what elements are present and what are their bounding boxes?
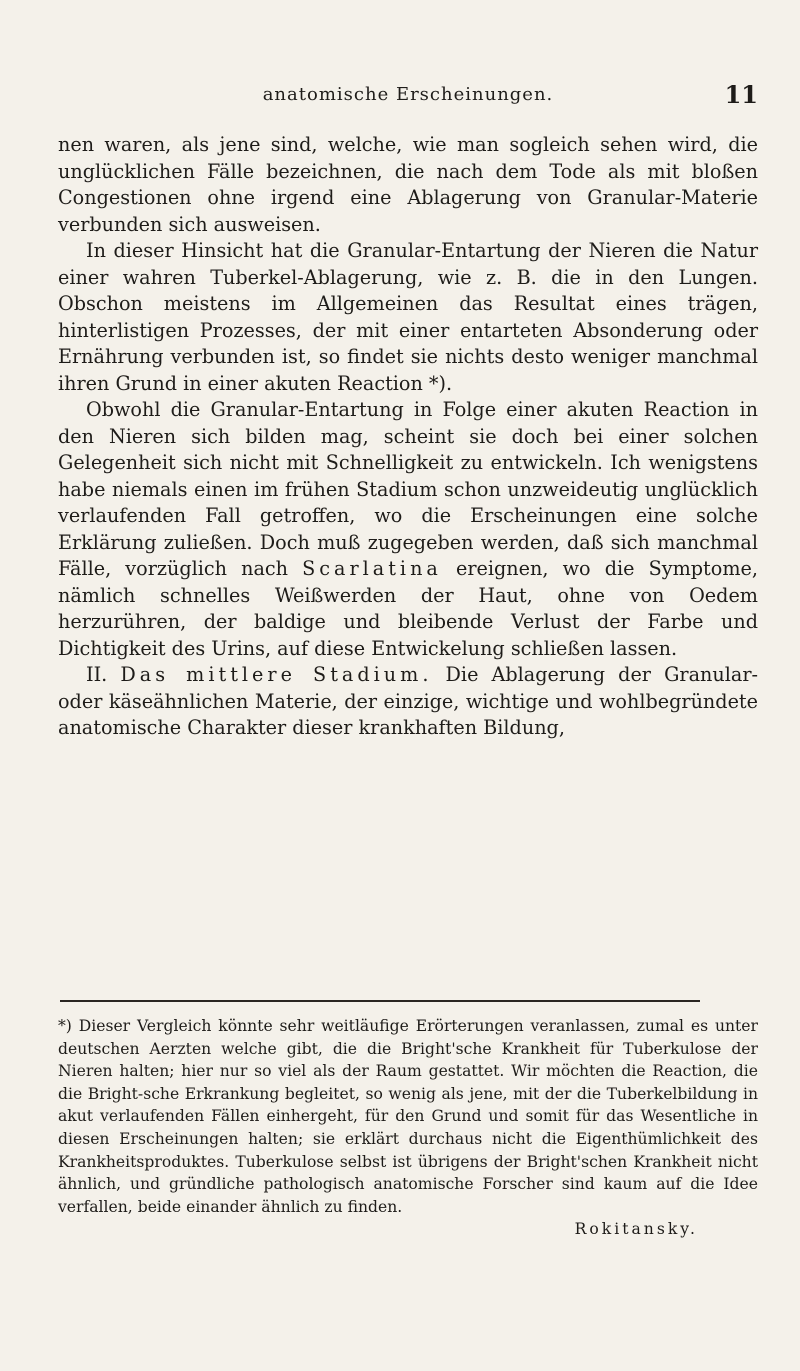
footnote-signature: Rokitansky. [574,1220,698,1239]
footnote [58,1015,758,1241]
footnote-marker: *) [58,1017,72,1035]
section-number: II. [86,663,108,686]
footnote-text: Dieser Vergleich könnte sehr weitläufige Erörterungen veranlassen, zumal es unter deutschen Aerzten welche gibt, die die Bright'sche Krankheit für Tuberkulose der Nieren halten; hier nur so viel als der Raum gestattet. Wir möchten die Reaction, die die Bright-sche Erkrankung begleitet, so wenig als jene, mit der die Tuberkelbildung in akut verlaufenden Fällen einhergeht, für den Grund und somit für das Wesentliche in diesen Erscheinungen halten; sie erklärt durchaus nicht die Eigenthümlichkeit des Krankheitsproduktes. Tuberkulose selbst ist übrigens der Bright'schen Krankheit nicht ähnlich, und gründliche pathologisch anatomische Forscher sind kaum auf die Idee verfallen, beide einander ähnlich zu finden. [58,1017,758,1216]
paragraph-1: nen waren, als jene sind, welche, wie man sogleich sehen wird, die unglücklichen Fälle bezeichnen, die nach dem Tode als mit bloßen Congestionen ohne irgend eine Ablagerung von Granular-Materie verbunden sich ausweisen. [58,133,758,236]
footnote-divider [60,1000,700,1002]
footnote-body [58,1015,758,1218]
paragraph-4 [58,662,758,742]
paragraph-3-part-b: ereignen, wo die Symptome, nämlich schnelles Weißwerden der Haut, ohne von Oedem herzurühren, der baldige und bleibende Verlust der Farbe und Dichtigkeit des Urins, auf diese Entwickelung schließen lassen. [58,557,758,660]
paragraph-2: In dieser Hinsicht hat die Granular-Entartung der Nieren die Natur einer wahren Tuberkel-Ablagerung, wie z. B. die in den Lungen. Obschon meistens im Allgemeinen das Resultat eines trägen, hinterlistigen Prozesses, der mit einer entarteten Absonderung oder Ernährung verbunden ist, so findet sie nichts desto weniger manchmal ihren Grund in einer akuten Reaction *). [58,239,758,395]
page-number: 11 [724,80,758,109]
paragraph-3-part-a: Obwohl die Granular-Entartung in Folge einer akuten Reaction in den Nieren sich bilden mag, scheint sie doch bei einer solchen Gelegenheit sich nicht mit Schnelligkeit zu entwickeln. Ich wenigstens habe niemals einen im frühen Stadium schon unzweideutig unglücklich verlaufenden Fall getroffen, wo die Erscheinungen eine solche Erklärung zuließen. Doch muß zugegeben werden, daß sich manchmal Fälle, vorzüglich nach [58,398,758,580]
section-heading: Das mittlere Stadium. [120,663,433,686]
paragraph-3 [58,397,758,662]
main-text [58,132,758,742]
term-scarlatina: Scarlatina [302,557,442,580]
paragraph-4-text: Die Ablagerung der Granular- oder käseähnlichen Materie, der einzige, wichtige und wohlbegründete anatomische Charakter dieser krankhaften Bildung, [58,663,758,739]
running-title: anatomische Erscheinungen. [262,84,554,105]
running-header [58,80,758,110]
